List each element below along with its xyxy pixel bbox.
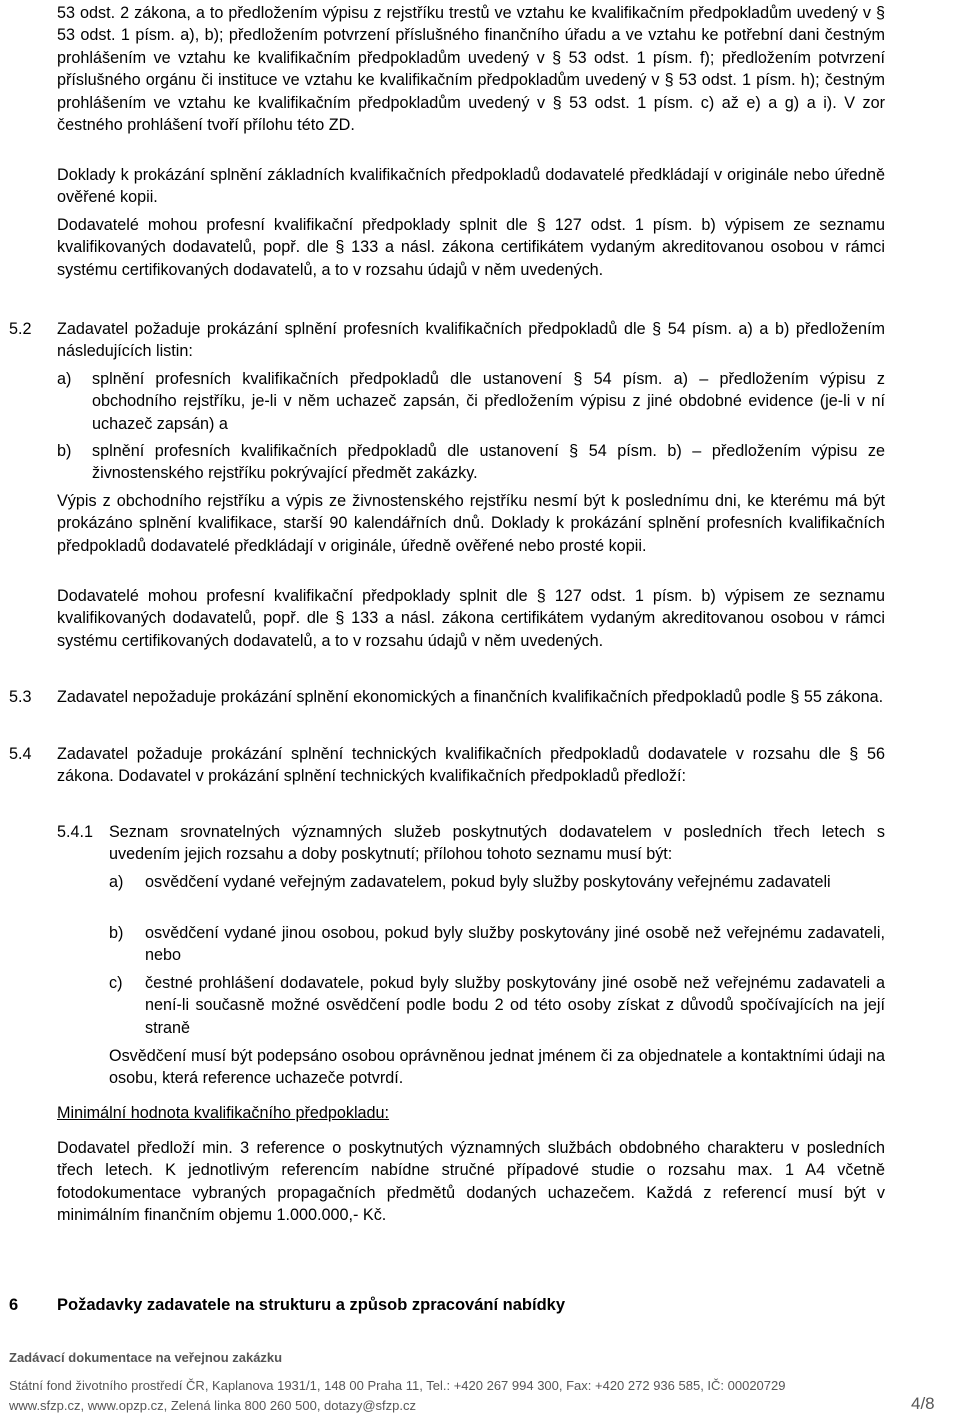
list-item-trade-register: splnění profesních kvalifikačních předpokladů dle ustanovení § 54 písm. b) – předložením výpisu ze živnostenského rejstříku pokrývající předmět zakázky.	[92, 442, 885, 483]
section-6-heading: Požadavky zadavatele na strukturu a způsob zpracování nabídky	[57, 1296, 565, 1314]
list-marker: a)	[57, 370, 72, 388]
paragraph-certificate-signature: Osvědčení musí být podepsáno osobou oprávněnou jednat jménem či za objednatele a kontaktními údaji na osobu, která reference uchazeče potvrdí.	[109, 1047, 885, 1088]
section-number-5-4-1: 5.4.1	[57, 823, 94, 841]
footer-address: Státní fond životního prostředí ČR, Kaplanova 1931/1, 148 00 Praha 11, Tel.: +420 267 994 300, Fax: +420 272 936 585, IČ: 00020729	[9, 1378, 786, 1393]
minimum-value-heading: Minimální hodnota kvalifikačního předpokladu:	[57, 1104, 390, 1122]
list-marker: b)	[57, 442, 72, 460]
minimum-value-text: Dodavatel předloží min. 3 reference o poskytnutých významných službách obdobného charakteru v posledních třech letech. K jednotlivým referencím nabídne stručné případové studie o rozsahu max. 1 A4 včetně fotodokumentace vybraných propagačních předmětů dodaných uchazečem. Každá z referencí musí být v minimálním finančním objemu 1.000.000,- Kč.	[57, 1139, 885, 1225]
paragraph-professional-alternative-2: Dodavatelé mohou profesní kvalifikační předpoklady splnit dle § 127 odst. 1 písm. b) výpisem ze seznamu kvalifikovaných dodavatelů, popř. dle § 133 a násl. zákona certifikátem vydaným akreditovanou osobou v rámci systému certifikovaných dodavatelů, a to v rozsahu údajů v něm uvedených.	[57, 587, 885, 650]
list-marker: b)	[109, 924, 124, 942]
section-5-4-1-text: Seznam srovnatelných významných služeb poskytnutých dodavatelem v posledních třech letech s uvedením jejich rozsahu a doby poskytnutí; přílohou tohoto seznamu musí být:	[109, 823, 885, 864]
paragraph-basic-documents: Doklady k prokázání splnění základních kvalifikačních předpokladů dodavatelé předkládají v originále nebo úředně ověřené kopii.	[57, 166, 885, 207]
list-item-affidavit: čestné prohlášení dodavatele, pokud byly služby poskytovány jiné osobě než veřejnému zadavateli a není-li současně možné osvědčení podle bodu 2 od této osoby získat z důvodů spočívajících na její straně	[145, 974, 885, 1037]
list-item-public-contractor-certificate: osvědčení vydané veřejným zadavatelem, pokud byly služby poskytovány veřejnému zadavateli	[145, 873, 831, 891]
paragraph-register-validity: Výpis z obchodního rejstříku a výpis ze živnostenského rejstříku nesmí být k poslednímu dni, ke kterému má být prokázáno splnění kvalifikace, starší 90 kalendářních dnů. Doklady k prokázání splnění profesních kvalifikačních předpokladů dodavatelé předkládají v originále, úředně ověřené nebo prosté kopii.	[57, 492, 885, 555]
footer-title: Zadávací dokumentace na veřejnou zakázku	[9, 1350, 283, 1365]
list-item-commercial-register: splnění profesních kvalifikačních předpokladů dle ustanovení § 54 písm. a) – předložením výpisu z obchodního rejstříku, je-li v něm uchazeč zapsán, či předložením výpisu z jiné obdobné evidence (je-li v ní uchazeč zapsán) a	[92, 370, 885, 433]
list-marker: c)	[109, 974, 123, 992]
section-5-3-text: Zadavatel nepožaduje prokázání splnění ekonomických a finančních kvalifikačních předpokladů podle § 55 zákona.	[57, 688, 884, 706]
list-marker: a)	[109, 873, 124, 891]
section-number-5-4: 5.4	[9, 745, 32, 763]
section-number-6: 6	[9, 1296, 19, 1314]
section-number-5-2: 5.2	[9, 320, 32, 338]
section-5-4-text: Zadavatel požaduje prokázání splnění technických kvalifikačních předpokladů dodavatele v rozsahu dle § 56 zákona. Dodavatel v prokázání splnění technických kvalifikačních předpokladů předloží:	[57, 745, 885, 786]
list-item-other-person-certificate: osvědčení vydané jinou osobou, pokud byly služby poskytovány jiné osobě než veřejnému zadavateli, nebo	[145, 924, 885, 965]
section-5-2-text: Zadavatel požaduje prokázání splnění profesních kvalifikačních předpokladů dle § 54 písm. a) a b) předložením následujících listin:	[57, 320, 885, 361]
section-number-5-3: 5.3	[9, 688, 32, 706]
page-number: 4/8	[911, 1394, 935, 1413]
footer-contacts: www.sfzp.cz, www.opzp.cz, Zelená linka 800 260 500, dotazy@sfzp.cz	[9, 1398, 416, 1413]
paragraph-basic-qualification-proof: 53 odst. 2 zákona, a to předložením výpisu z rejstříku trestů ve vztahu ke kvalifikačním předpokladům uvedený v § 53 odst. 1 písm. a), b); předložením potvrzení příslušného finančního úřadu a ve vztahu ke potřební dani čestným prohlášením ve vztahu ke kvalifikačním předpokladům uvedený v § 53 odst. 1 písm. f); předložením potvrzení příslušného orgánu či instituce ve vztahu ke kvalifikačním předpokladům uvedený v § 53 odst. 1 písm. h); čestným prohlášením ve vztahu ke kvalifikačním předpokladům uvedený v § 53 odst. 1 písm. c) až e) a g) a i). V zor čestného prohlášení tvoří přílohu této ZD.	[57, 4, 885, 135]
paragraph-professional-alternative: Dodavatelé mohou profesní kvalifikační předpoklady splnit dle § 127 odst. 1 písm. b) výpisem ze seznamu kvalifikovaných dodavatelů, popř. dle § 133 a násl. zákona certifikátem vydaným akreditovanou osobou v rámci systému certifikovaných dodavatelů, a to v rozsahu údajů v něm uvedených.	[57, 216, 885, 279]
